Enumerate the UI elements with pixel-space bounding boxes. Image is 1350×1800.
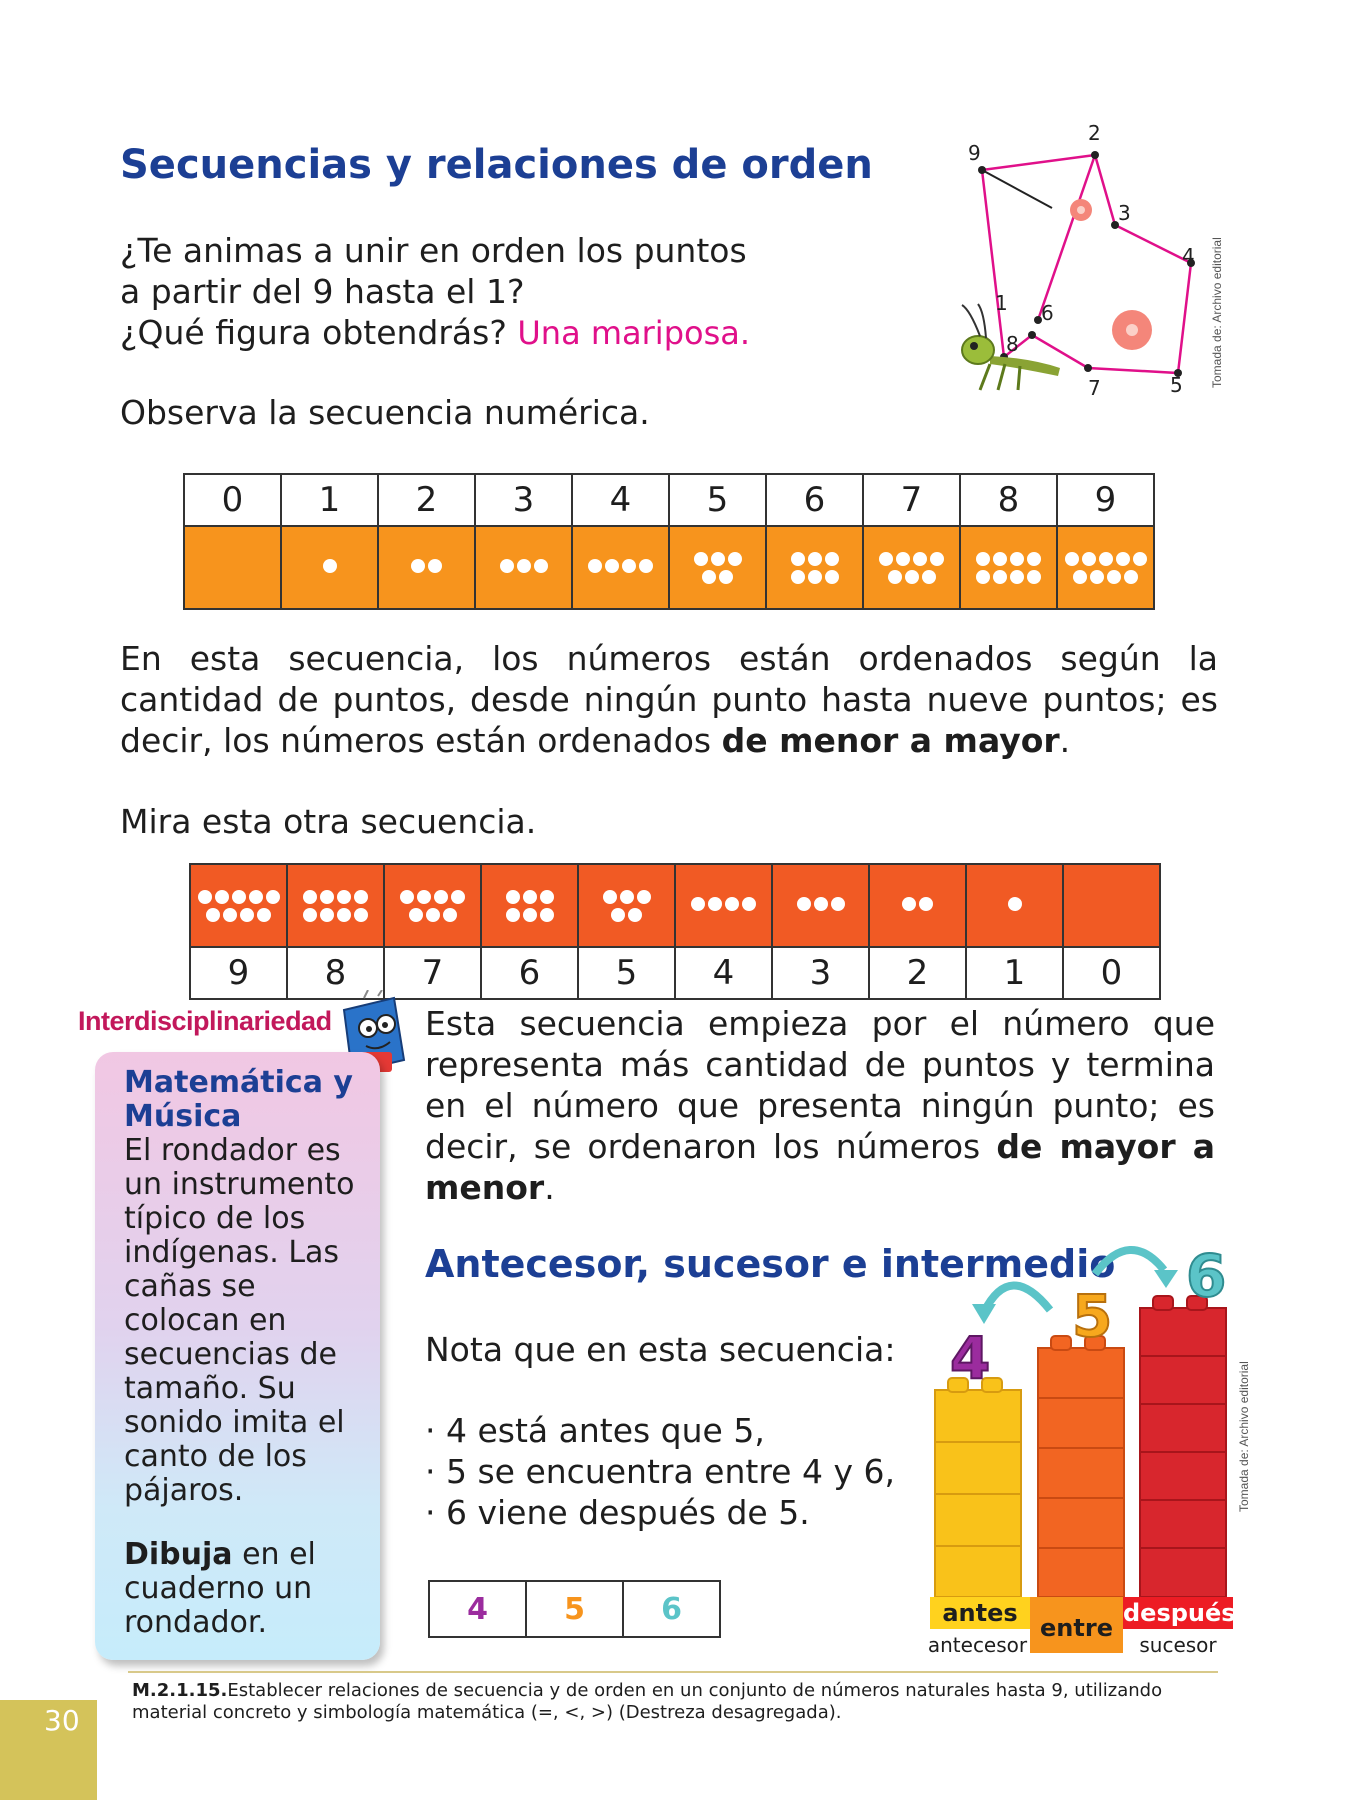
sidebar-title: Matemática y Música <box>124 1065 353 1134</box>
block-number-4: 4 <box>950 1324 991 1392</box>
dot-group <box>791 552 839 584</box>
page-number: 30 <box>44 1704 80 1737</box>
dot-icon <box>540 908 554 922</box>
dot-icon <box>354 890 368 904</box>
label-despues: después <box>1123 1599 1236 1627</box>
nota-text: Nota que en esta secuencia: <box>425 1330 896 1369</box>
dot-to-dot-illustration <box>950 120 1200 410</box>
dot-icon <box>1010 570 1024 584</box>
dot-icon <box>902 897 916 911</box>
dot-row <box>879 552 944 566</box>
dot-row <box>976 552 1041 566</box>
dot-icon <box>223 908 237 922</box>
dot-group <box>303 890 368 922</box>
table-cell-number: 8 <box>287 947 384 999</box>
dot-icon <box>249 890 263 904</box>
intro-question <box>120 230 750 354</box>
dot-icon <box>517 559 531 573</box>
label-entre: entre <box>1030 1597 1123 1653</box>
dot-icon <box>814 897 828 911</box>
dot-cell <box>578 864 675 947</box>
dot-icon <box>639 559 653 573</box>
dot-row <box>797 897 845 911</box>
dot-row <box>303 890 368 904</box>
dot-icon <box>1073 570 1087 584</box>
arrow-right-icon <box>1154 1270 1178 1288</box>
explanation-ascending-bold: de menor a mayor <box>721 721 1060 760</box>
sidebar-text: El rondador es un instrumento típico de los indígenas. Las cañas se colocan en secuencias de tamaño. Su sonido imita el canto de los pájaros. <box>124 1133 355 1508</box>
observe-text: Observa la secuencia numérica. <box>120 393 650 432</box>
footer-code: M.2.1.15. <box>132 1680 228 1701</box>
table-cell-number: 9 <box>1057 474 1154 526</box>
footer-description: Establecer relaciones de secuencia y de orden en un conjunto de números naturales hasta 9, utilizando material concreto y simbología matemática (=, <, >) (Destreza desagregada). <box>132 1680 1163 1723</box>
dot-row <box>976 570 1041 584</box>
dot-icon <box>540 890 554 904</box>
section-title: Antecesor, sucesor e intermedio <box>425 1242 1116 1286</box>
dot-icon <box>400 890 414 904</box>
dot-icon <box>708 897 722 911</box>
table-cell-number: 9 <box>190 947 287 999</box>
dot-icon <box>354 908 368 922</box>
dot-row <box>791 570 839 584</box>
ascending-sequence-table <box>183 473 1155 610</box>
explanation-ascending <box>120 638 1218 761</box>
explanation-descending-end: . <box>544 1168 555 1207</box>
dot-cell <box>190 864 287 947</box>
dot-icon <box>637 890 651 904</box>
dot-cell <box>281 526 378 609</box>
dot-cell <box>869 864 966 947</box>
dot-icon <box>976 570 990 584</box>
dot-icon <box>896 552 910 566</box>
dot-group <box>1065 552 1147 584</box>
dot-row <box>409 908 457 922</box>
dot-icon <box>1008 897 1022 911</box>
dot-icon <box>725 897 739 911</box>
dot-icon <box>1027 570 1041 584</box>
dot-group <box>500 559 548 573</box>
puzzle-label-4: 4 <box>1182 244 1195 268</box>
dot-row <box>691 897 756 911</box>
dot-cell <box>772 864 869 947</box>
dot-row <box>506 890 554 904</box>
dot-row <box>1073 570 1138 584</box>
intro-answer: Una mariposa. <box>517 314 751 352</box>
table-cell-number: 2 <box>378 474 475 526</box>
dot-icon <box>451 890 465 904</box>
dot-icon <box>1010 552 1024 566</box>
table-cell-number: 2 <box>869 947 966 999</box>
dot-group <box>323 559 337 573</box>
table-cell-number: 3 <box>772 947 869 999</box>
dot-icon <box>1133 552 1147 566</box>
dot-group <box>694 552 742 584</box>
dot-icon <box>434 890 448 904</box>
dot-icon <box>320 908 334 922</box>
dot-icon <box>993 552 1007 566</box>
dot-icon <box>409 908 423 922</box>
dot-icon <box>303 908 317 922</box>
dot-cell <box>669 526 766 609</box>
dot-icon <box>825 552 839 566</box>
dot-group <box>902 897 933 911</box>
dot-icon <box>1082 552 1096 566</box>
dot-icon <box>808 570 822 584</box>
puzzle-label-2: 2 <box>1088 121 1101 145</box>
dot-icon <box>913 552 927 566</box>
dot-icon <box>303 890 317 904</box>
dot-icon <box>443 908 457 922</box>
dot-icon <box>232 890 246 904</box>
dot-group <box>603 890 651 922</box>
sidebar-action <box>124 1538 374 1640</box>
puzzle-label-6: 6 <box>1041 301 1054 325</box>
dot-cell <box>966 864 1063 947</box>
dot-icon <box>930 552 944 566</box>
dot-icon <box>691 897 705 911</box>
dot-row <box>588 559 653 573</box>
dot-icon <box>728 552 742 566</box>
dot-row <box>506 908 554 922</box>
intro-question-text: ¿Qué figura obtendrás? <box>120 313 507 352</box>
dot-icon <box>922 570 936 584</box>
label-antes: antes <box>930 1597 1030 1629</box>
dot-icon <box>831 897 845 911</box>
dot-group <box>879 552 944 584</box>
dot-icon <box>976 552 990 566</box>
list-item: · 4 está antes que 5, <box>425 1411 765 1450</box>
dot-icon <box>1124 570 1138 584</box>
dot-row <box>411 559 442 573</box>
dot-icon <box>791 552 805 566</box>
dot-cell <box>1063 864 1160 947</box>
page-title: Secuencias y relaciones de orden <box>120 142 873 188</box>
dot-group <box>1008 897 1022 911</box>
list-item-text: 4 está antes que 5, <box>445 1411 765 1450</box>
puzzle-label-3: 3 <box>1118 201 1131 225</box>
dot-icon <box>523 890 537 904</box>
table-cell-number: 1 <box>281 474 378 526</box>
dot-icon <box>1027 552 1041 566</box>
photo-credit-2: Tomada de: Archivo editorial <box>1237 1361 1251 1512</box>
dot-row <box>702 570 733 584</box>
intro-line-1: ¿Te animas a unir en orden los puntos <box>120 231 747 270</box>
dot-cell <box>675 864 772 947</box>
dot-icon <box>622 559 636 573</box>
dot-icon <box>797 897 811 911</box>
dot-row <box>888 570 936 584</box>
dot-row <box>206 908 271 922</box>
dot-icon <box>534 559 548 573</box>
dot-row <box>1065 552 1147 566</box>
block-number-6: 6 <box>1186 1242 1227 1310</box>
dot-group <box>588 559 653 573</box>
dot-icon <box>337 890 351 904</box>
table-cell-number: 0 <box>1063 947 1160 999</box>
descending-sequence-table <box>189 863 1161 1000</box>
mini-cell-6: 6 <box>623 1581 720 1637</box>
table-cell-number: 5 <box>578 947 675 999</box>
dot-icon <box>428 559 442 573</box>
dot-cell <box>287 864 384 947</box>
table-cell-number: 6 <box>766 474 863 526</box>
puzzle-label-9: 9 <box>968 141 981 165</box>
dot-icon <box>742 897 756 911</box>
dot-icon <box>1099 552 1113 566</box>
explanation-ascending-end: . <box>1059 721 1071 760</box>
sidebar-content <box>124 1066 374 1640</box>
dot-cell <box>184 526 281 609</box>
dot-icon <box>719 570 733 584</box>
mini-cell-5: 5 <box>526 1581 623 1637</box>
dot-icon <box>694 552 708 566</box>
dot-icon <box>993 570 1007 584</box>
dot-icon <box>506 908 520 922</box>
block-number-5: 5 <box>1072 1282 1113 1350</box>
dot-icon <box>1065 552 1079 566</box>
table-cell-number: 6 <box>481 947 578 999</box>
dot-icon <box>411 559 425 573</box>
dot-icon <box>919 897 933 911</box>
dot-icon <box>905 570 919 584</box>
intro-line-2: a partir del 9 hasta el 1? <box>120 272 525 311</box>
dot-icon <box>808 552 822 566</box>
sidebar-action-rest: en el cuaderno un rondador. <box>124 1537 316 1640</box>
label-sucesor: sucesor <box>1139 1633 1217 1657</box>
dot-icon <box>1090 570 1104 584</box>
dot-row <box>400 890 465 904</box>
block-towers-illustration <box>930 1240 1240 1600</box>
puzzle-label-5: 5 <box>1170 373 1183 397</box>
table-cell-number: 5 <box>669 474 766 526</box>
photo-credit-1: Tomada de: Archivo editorial <box>1210 237 1224 388</box>
dot-cell <box>475 526 572 609</box>
puzzle-label-8: 8 <box>1006 332 1019 356</box>
list-item-text: 6 viene después de 5. <box>445 1493 810 1532</box>
table-cell-number: 3 <box>475 474 572 526</box>
table-cell-number: 0 <box>184 474 281 526</box>
dot-icon <box>888 570 902 584</box>
dot-group <box>411 559 442 573</box>
dot-row <box>611 908 642 922</box>
dot-row <box>323 559 337 573</box>
intro-line-3 <box>120 312 750 354</box>
dot-row <box>1008 897 1022 911</box>
dot-cell <box>572 526 669 609</box>
dot-group <box>797 897 845 911</box>
dot-icon <box>426 908 440 922</box>
mini-cell-4: 4 <box>429 1581 526 1637</box>
dot-icon <box>323 559 337 573</box>
footer-divider <box>128 1671 1218 1673</box>
dot-icon <box>825 570 839 584</box>
table-cell-number: 4 <box>675 947 772 999</box>
dot-cell <box>481 864 578 947</box>
dot-icon <box>588 559 602 573</box>
interdisciplinary-label: Interdisciplinariedad <box>78 1006 332 1036</box>
label-antecesor: antecesor <box>927 1633 1028 1657</box>
dot-icon <box>206 908 220 922</box>
dot-row <box>902 897 933 911</box>
table-cell-number: 7 <box>863 474 960 526</box>
footer-skill <box>132 1680 1222 1724</box>
dot-icon <box>257 908 271 922</box>
dot-icon <box>500 559 514 573</box>
table-cell-number: 1 <box>966 947 1063 999</box>
dot-cell <box>378 526 475 609</box>
dot-row <box>603 890 651 904</box>
dot-icon <box>417 890 431 904</box>
table-cell-number: 4 <box>572 474 669 526</box>
dot-row <box>303 908 368 922</box>
dot-icon <box>215 890 229 904</box>
dot-icon <box>1107 570 1121 584</box>
dot-icon <box>711 552 725 566</box>
dot-group <box>506 890 554 922</box>
dot-icon <box>603 890 617 904</box>
explanation-descending <box>425 1003 1215 1208</box>
dot-icon <box>620 890 634 904</box>
dot-icon <box>198 890 212 904</box>
list-item: · 6 viene después de 5. <box>425 1493 810 1532</box>
dot-icon <box>791 570 805 584</box>
dot-cell <box>766 526 863 609</box>
dot-icon <box>266 890 280 904</box>
puzzle-label-7: 7 <box>1088 376 1101 400</box>
list-item-text: 5 se encuentra entre 4 y 6, <box>445 1452 895 1491</box>
dot-cell <box>1057 526 1154 609</box>
dot-row <box>500 559 548 573</box>
table-cell-number: 8 <box>960 474 1057 526</box>
dot-row <box>791 552 839 566</box>
dot-icon <box>1116 552 1130 566</box>
dot-icon <box>337 908 351 922</box>
dot-icon <box>879 552 893 566</box>
explanation-descending-bold: de mayor a menor <box>425 1127 1215 1207</box>
explanation-descending-text: Esta secuencia empieza por el número que representa más cantidad de puntos y termina en el número que presenta ningún punto; es decir, se ordenaron los números <box>425 1004 1215 1166</box>
mira-text: Mira esta otra secuencia. <box>120 802 537 841</box>
dot-cell <box>863 526 960 609</box>
dot-icon <box>611 908 625 922</box>
dot-icon <box>320 890 334 904</box>
puzzle-label-1: 1 <box>995 291 1008 315</box>
dot-icon <box>240 908 254 922</box>
list-item: · 5 se encuentra entre 4 y 6, <box>425 1452 895 1491</box>
dot-cell <box>384 864 481 947</box>
explanation-ascending-text: En esta secuencia, los números están ordenados según la cantidad de puntos, desde ningún punto hasta nueve puntos; es decir, los números están ordenados <box>120 639 1218 760</box>
arrow-left-icon <box>972 1304 996 1324</box>
bullet-list <box>425 1410 895 1533</box>
dot-row <box>198 890 280 904</box>
dot-row <box>694 552 742 566</box>
dot-group <box>976 552 1041 584</box>
dot-group <box>691 897 756 911</box>
dot-icon <box>523 908 537 922</box>
sidebar-action-bold: Dibuja <box>124 1537 233 1572</box>
dot-group <box>198 890 280 922</box>
dot-icon <box>506 890 520 904</box>
mini-sequence-table <box>428 1580 721 1638</box>
dot-cell <box>960 526 1057 609</box>
dot-group <box>400 890 465 922</box>
dot-icon <box>702 570 716 584</box>
dot-icon <box>628 908 642 922</box>
dot-icon <box>605 559 619 573</box>
table-cell-number: 7 <box>384 947 481 999</box>
